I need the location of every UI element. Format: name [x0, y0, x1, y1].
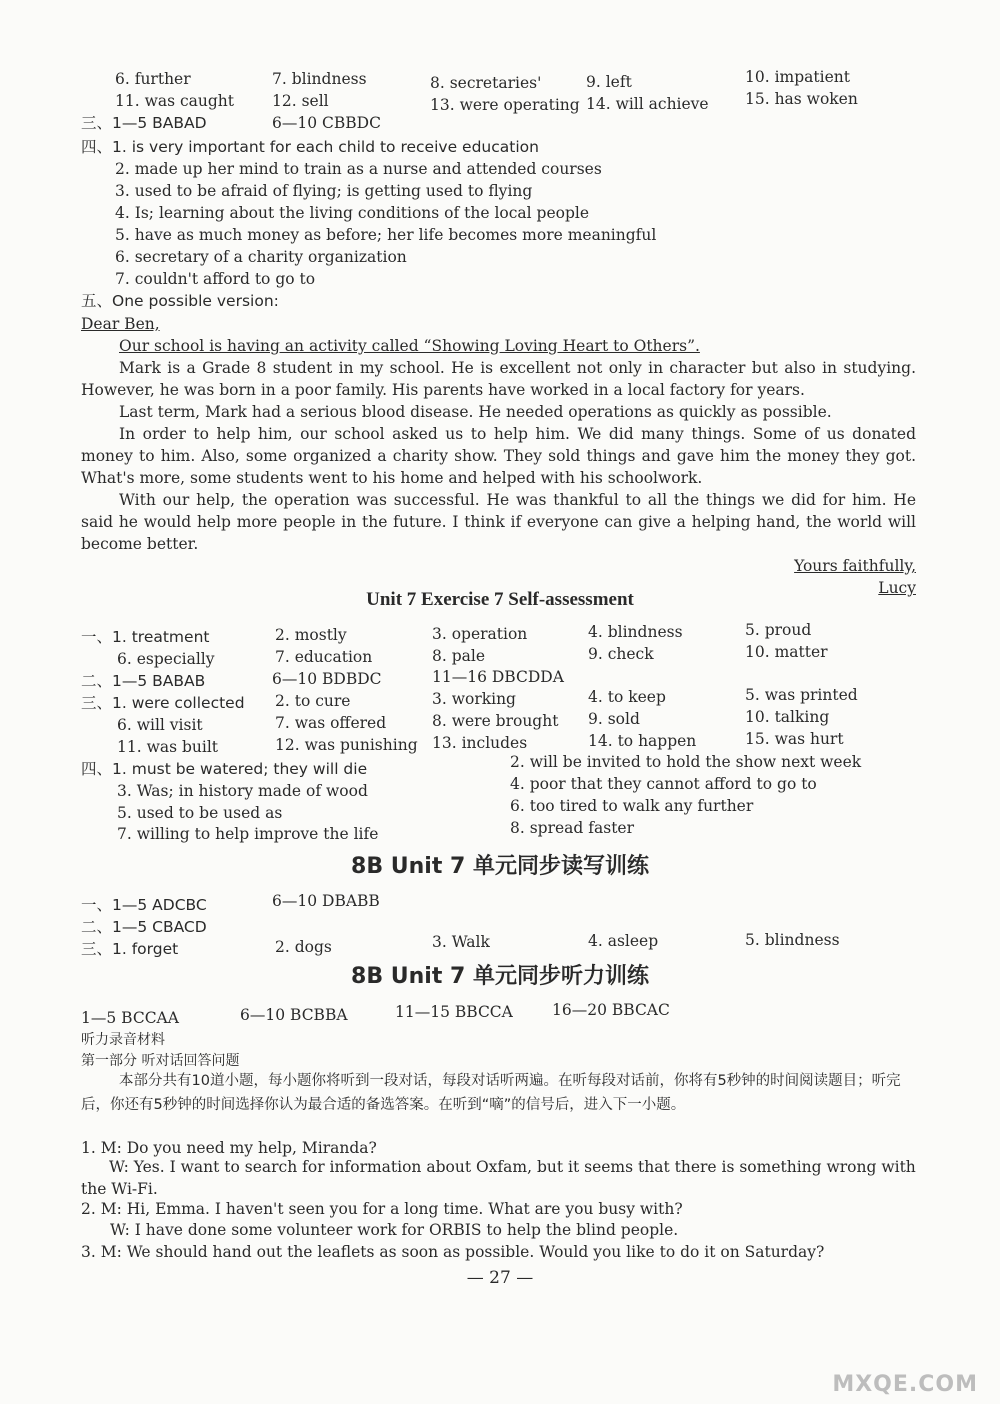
translation-line: 7. willing to help improve the life [117, 825, 379, 843]
answer-item: 14. will achieve [586, 95, 709, 113]
answer-item: 7. education [275, 648, 373, 666]
listening-title: 8B Unit 7 单元同步听力训练 [351, 964, 649, 989]
answer-item: 5. blindness [745, 931, 840, 949]
section-3-answers: 三、1—5 BABAD [81, 114, 207, 132]
answer-item: 13. includes [432, 734, 528, 752]
answer-item: 4. to keep [588, 688, 666, 706]
answer-item: 2. to cure [275, 692, 351, 710]
dialogue-line: W: I have done some volunteer work for ORBIS to help the blind people. [110, 1221, 679, 1239]
translation-line: 3. Was; in history made of wood [117, 782, 368, 800]
answer-item: 1—5 BCCAA [81, 1009, 179, 1027]
translation-line: 4. Is; learning about the living conditions of the local people [115, 204, 590, 222]
translation-line: 6. too tired to walk any further [510, 797, 754, 815]
translation-line: 2. will be invited to hold the show next week [510, 753, 862, 771]
page-number: — 27 — [466, 1268, 534, 1288]
answer-item: 7. blindness [272, 70, 367, 88]
section-5-heading: 五、One possible version: [81, 292, 279, 310]
answer-item: 10. matter [745, 643, 828, 661]
letter-paragraph: In order to help him, our school asked us to help him. We did many things. Some of us donated money to him. Also, some organized a charity show. They sold things and gave him the money they got. What's more, some students went to his home and helped with his schoolwork. [81, 425, 916, 487]
answer-item: 2. mostly [275, 626, 347, 644]
answer-item: 2. dogs [275, 938, 332, 956]
listening-material-label: 听力录音材料 [81, 1032, 165, 1048]
answer-item: 三、1. were collected [81, 694, 245, 712]
letter-paragraph: Our school is having an activity called “Showing Loving Heart to Others”. [119, 337, 700, 355]
answer-item: 14. to happen [588, 732, 697, 750]
answer-item: 3. operation [432, 625, 528, 643]
answer-item: 8. secretaries' [430, 74, 542, 92]
answer-item: 一、1—5 ADCBC [81, 896, 207, 914]
translation-line: 2. made up her mind to train as a nurse and attended courses [115, 160, 602, 178]
translation-line: 7. couldn't afford to go to [115, 270, 316, 288]
translation-line: 6. secretary of a charity organization [115, 248, 407, 266]
answer-item: 3. working [432, 690, 516, 708]
translation-line: 5. have as much money as before; her life becomes more meaningful [115, 226, 657, 244]
answer-item: 11—16 DBCDDA [432, 668, 564, 686]
answer-item: 一、1. treatment [81, 628, 210, 646]
answer-item: 4. blindness [588, 623, 683, 641]
answer-item: 13. were operating [430, 96, 580, 114]
dialogue-line: 2. M: Hi, Emma. I haven't seen you for a long time. What are you busy with? [81, 1200, 683, 1218]
answer-item: 二、1—5 CBACD [81, 918, 207, 936]
answer-item: 5. was printed [745, 686, 858, 704]
answer-item: 6—10 DBABB [272, 892, 380, 910]
translation-line: 8. spread faster [510, 819, 635, 837]
translation-line: 3. used to be afraid of flying; is getting used to flying [115, 182, 533, 200]
answer-item: 三、1. forget [81, 940, 179, 958]
answer-item: 6—10 BCBBA [240, 1006, 348, 1024]
answer-item: 9. left [586, 73, 632, 91]
letter-paragraph: Last term, Mark had a serious blood disease. He needed operations as quickly as possible. [119, 403, 832, 421]
dialogue-line: W: Yes. I want to search for information about Oxfam, but it seems that there is something wrong with the Wi-Fi. [81, 1158, 916, 1198]
letter-greeting: Dear Ben, [81, 315, 160, 333]
answer-item: 11. was caught [115, 92, 235, 110]
answer-item: 5. proud [745, 621, 812, 639]
dialogue-line: 1. M: Do you need my help, Miranda? [81, 1139, 377, 1157]
answer-item: 6. will visit [117, 716, 203, 734]
exercise-7-title: Unit 7 Exercise 7 Self-assessment [366, 589, 634, 610]
listening-instructions: 本部分共有10道小题，每小题你将听到一段对话，每段对话听两遍。在听每段对话前，你将有5秒钟的时间阅读题目；听完后，你还有5秒钟的时间选择你认为最合适的备选答案。在听到“嘀”的信号后，进入下一小题。 [81, 1073, 901, 1113]
letter-signature: Lucy [878, 579, 916, 597]
answer-item: 6—10 BDBDC [272, 670, 382, 688]
answer-item: 3. Walk [432, 933, 490, 951]
translation-line: 4. poor that they cannot afford to go to [510, 775, 817, 793]
answer-item: 16—20 BBCAC [552, 1001, 670, 1019]
answer-item: 12. was punishing [275, 736, 418, 754]
site-watermark: MXQE.COM [832, 1372, 978, 1397]
translation-line: 5. used to be used as [117, 804, 283, 822]
part-heading: 第一部分 听对话回答问题 [81, 1053, 240, 1069]
answer-item: 6. further [115, 70, 191, 88]
answer-item: 11. was built [117, 738, 219, 756]
reading-writing-title: 8B Unit 7 单元同步读写训练 [351, 854, 649, 879]
answer-item: 6. especially [117, 650, 215, 668]
translation-line: 四、1. is very important for each child to receive education [81, 138, 539, 156]
answer-item: 二、1—5 BABAB [81, 672, 206, 690]
letter-paragraph: With our help, the operation was successful. He was thankful to all the things we did for him. He said he would help more people in the future. I think if everyone can give a helping hand, the world will become better. [81, 491, 916, 553]
translation-line: 四、1. must be watered; they will die [81, 760, 368, 778]
answer-item: 15. has woken [745, 90, 858, 108]
dialogue-line: 3. M: We should hand out the leaflets as soon as possible. Would you like to do it on Saturday? [81, 1243, 825, 1261]
answer-item: 8. pale [432, 647, 486, 665]
answer-item: 7. was offered [275, 714, 387, 732]
section-3-answers: 6—10 CBBDC [272, 114, 381, 132]
answer-item: 15. was hurt [745, 730, 844, 748]
answer-item: 10. talking [745, 708, 830, 726]
answer-item: 9. sold [588, 710, 640, 728]
letter-paragraph: Mark is a Grade 8 student in my school. He is excellent not only in character but also in studying. However, he was born in a poor family. His parents have worked in a local factory for years. [81, 359, 916, 399]
answer-item: 9. check [588, 645, 654, 663]
answer-item: 11—15 BBCCA [395, 1003, 513, 1021]
letter-closing: Yours faithfully, [794, 557, 916, 575]
answer-item: 10. impatient [745, 68, 850, 86]
answer-item: 8. were brought [432, 712, 559, 730]
sample-letter [81, 335, 916, 599]
answer-item: 4. asleep [588, 932, 659, 950]
answer-item: 12. sell [272, 92, 329, 110]
